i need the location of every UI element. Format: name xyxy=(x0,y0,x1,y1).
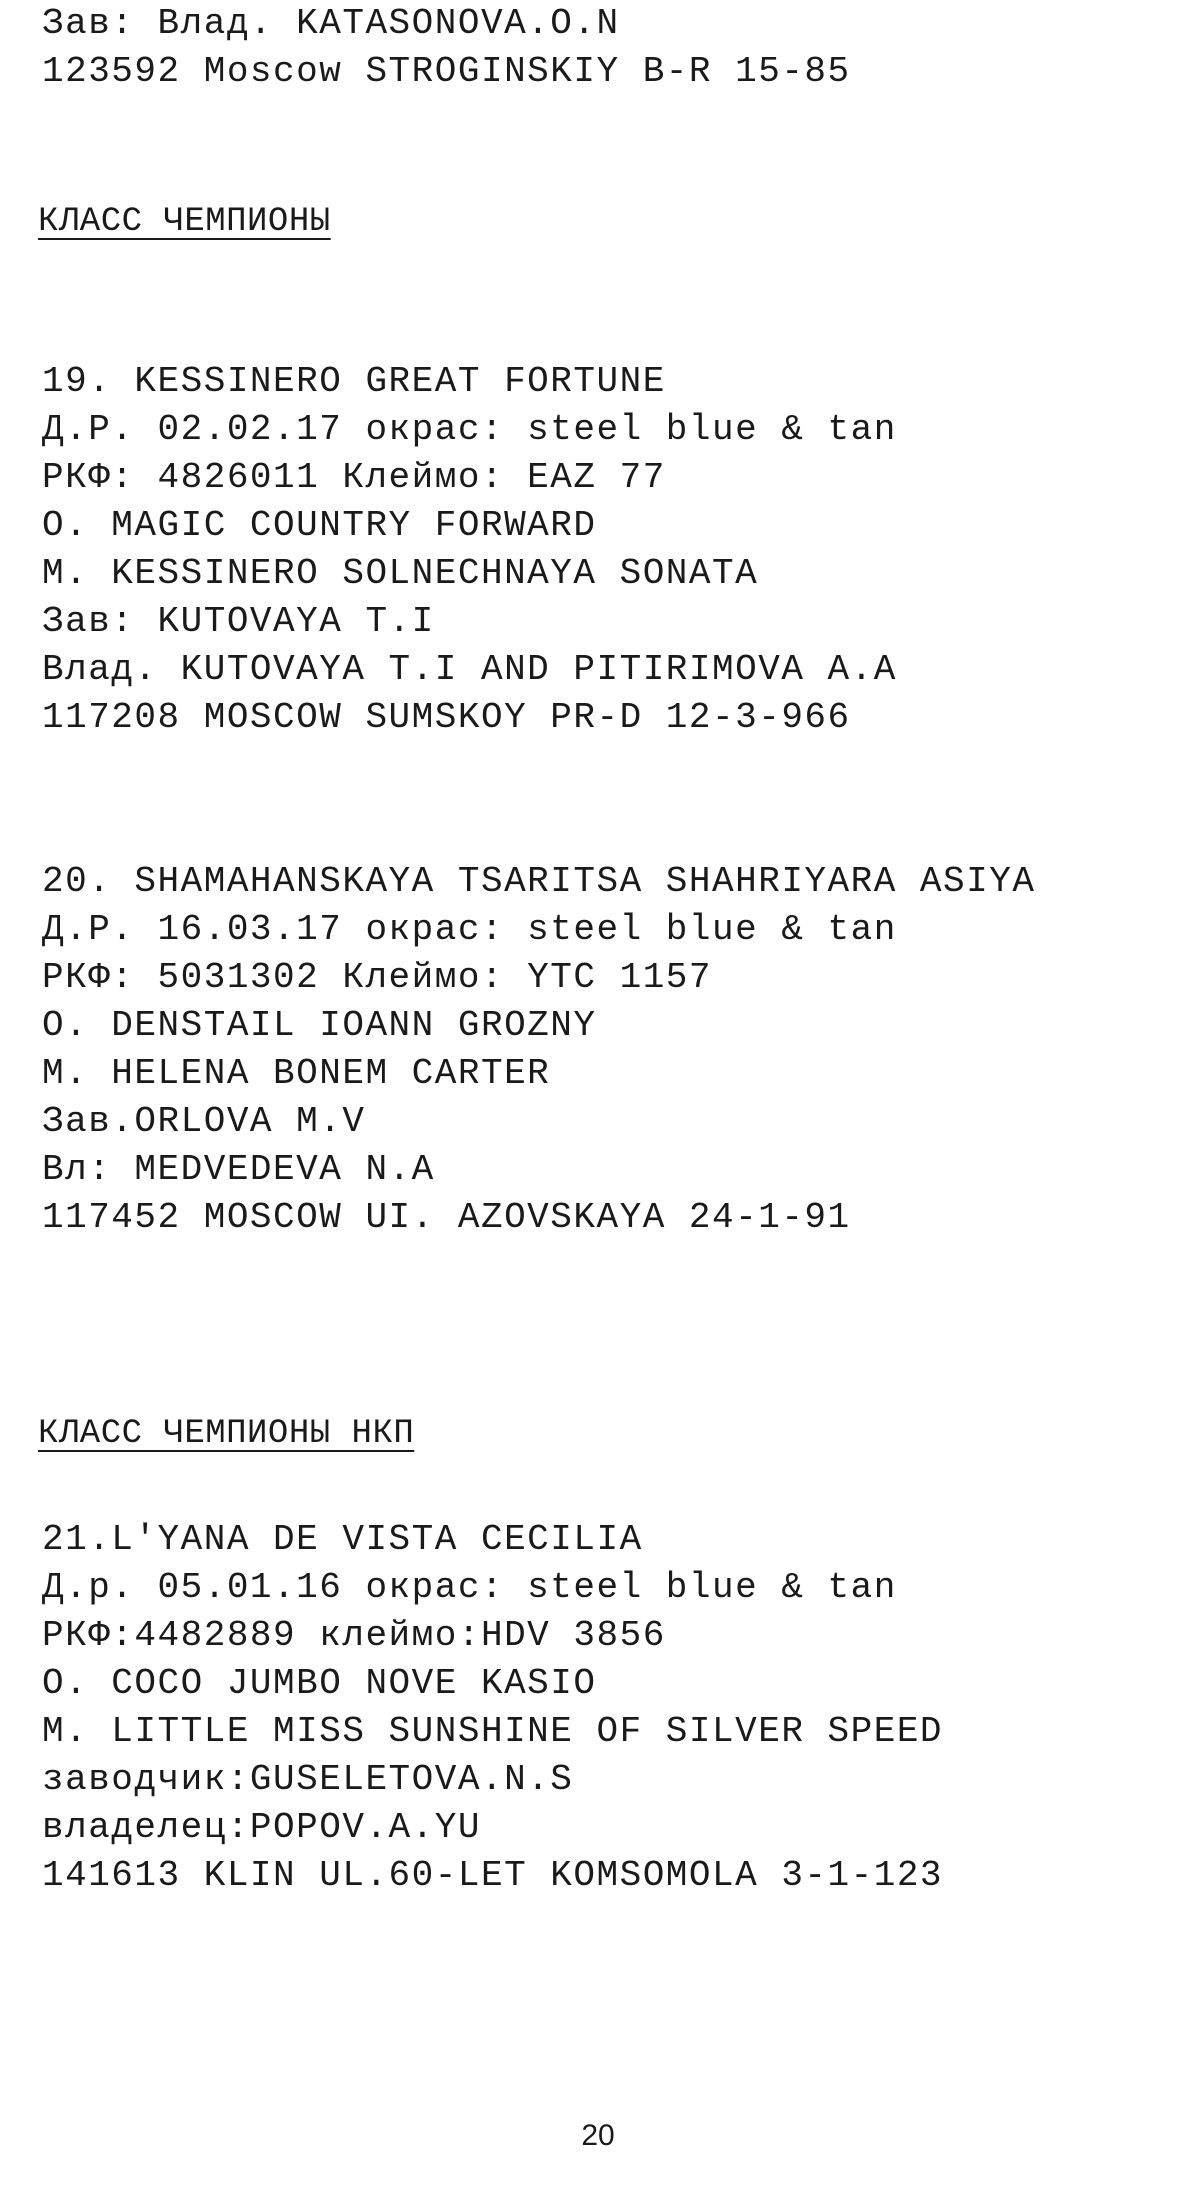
entry-20-owner: Вл: MEDVEDEVA N.A xyxy=(42,1149,435,1190)
entry-20-father: О. DENSTAIL IOANN GROZNY xyxy=(42,1005,597,1046)
entry-21-father: О. COCO JUMBO NOVE KASIO xyxy=(42,1663,597,1704)
entry-19-father: О. MAGIC COUNTRY FORWARD xyxy=(42,505,597,546)
entry-20-title: 20. SHAMAHANSKAYA TSARITSA SHAHRIYARA ASIYA xyxy=(42,861,1036,902)
entry-19-owner: Влад. KUTOVAYA T.I AND PITIRIMOVA A.A xyxy=(42,649,897,690)
entry-21-owner: владелец:POPOV.A.YU xyxy=(42,1807,481,1848)
entry-20-mother: М. HELENA BONEM CARTER xyxy=(42,1053,551,1094)
entry-19-mother: М. KESSINERO SOLNECHNAYA SONATA xyxy=(42,553,759,594)
entry-19-title: 19. KESSINERO GREAT FORTUNE xyxy=(42,361,666,402)
entry-20-rkf: РКФ: 5031302 Клеймо: YTC 1157 xyxy=(42,957,713,998)
entry-19-birth: Д.Р. 02.02.17 окрас: steel blue & tan xyxy=(42,409,897,450)
entry-21-mother: М. LITTLE MISS SUNSHINE OF SILVER SPEED xyxy=(42,1711,944,1752)
entry-21-rkf: РКФ:4482889 клеймо:HDV 3856 xyxy=(42,1615,666,1656)
entry-20-birth: Д.Р. 16.03.17 окрас: steel blue & tan xyxy=(42,909,897,950)
entry-19-address: 117208 MOSCOW SUMSKOY PR-D 12-3-966 xyxy=(42,697,851,738)
top-entry-address: 123592 Moscow STROGINSKIY B-R 15-85 xyxy=(42,51,851,92)
entry-21-birth: Д.р. 05.01.16 окрас: steel blue & tan xyxy=(42,1567,897,1608)
entry-21-address: 141613 KLIN UL.60-LET KOMSOMOLA 3-1-123 xyxy=(42,1855,944,1896)
section-heading-champions-nkp: КЛАСС ЧЕМПИОНЫ НКП xyxy=(38,1415,415,1453)
page-number: 20 xyxy=(581,2119,615,2152)
section-heading-champions: КЛАСС ЧЕМПИОНЫ xyxy=(38,203,331,241)
entry-19-breeder: Зав: KUTOVAYA T.I xyxy=(42,601,435,642)
entry-19-rkf: РКФ: 4826011 Клеймо: EAZ 77 xyxy=(42,457,666,498)
entry-21-breeder: заводчик:GUSELETOVA.N.S xyxy=(42,1759,574,1800)
entry-21-title: 21.L'YANA DE VISTA CECILIA xyxy=(42,1519,643,1560)
entry-20-breeder: Зав.ORLOVA M.V xyxy=(42,1101,366,1142)
top-entry-breeder-owner: Зав: Влад. KATASONOVA.O.N xyxy=(42,3,620,44)
entry-20-address: 117452 MOSCOW UI. AZOVSKAYA 24-1-91 xyxy=(42,1197,851,1238)
